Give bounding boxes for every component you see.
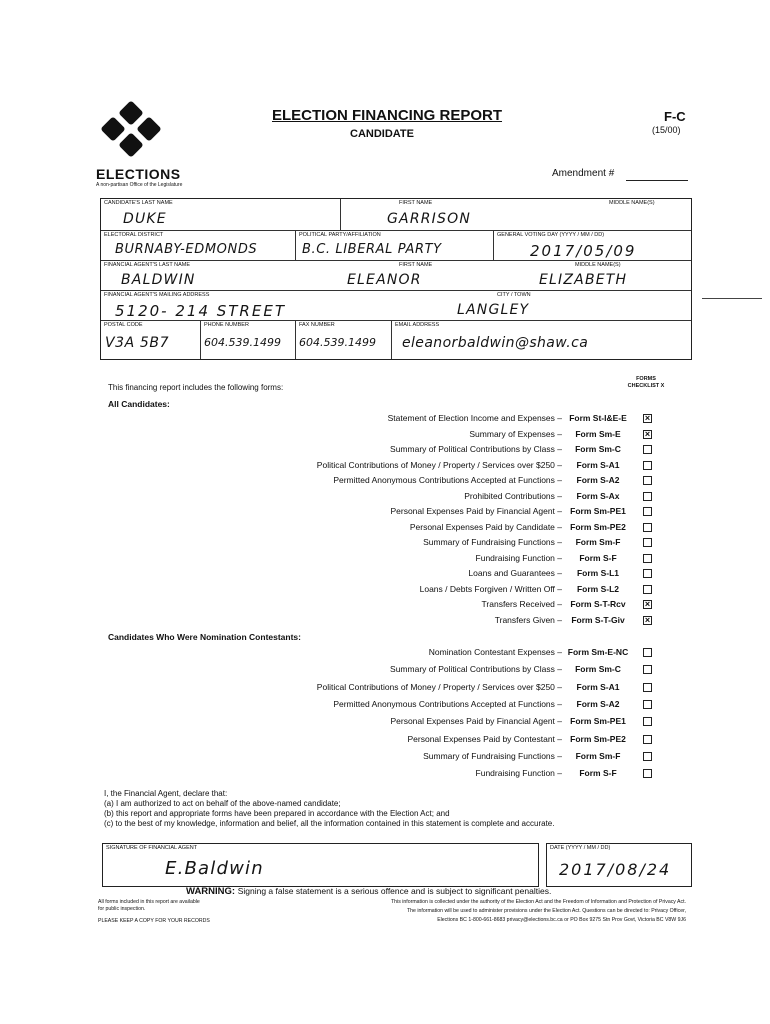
- form-code: Form Sm-C: [575, 444, 621, 454]
- form-code: Form S-A1: [576, 459, 620, 470]
- form-description: Fundraising Function –: [475, 552, 562, 563]
- form-description: Personal Expenses Paid by Candidate –: [409, 521, 562, 532]
- form-checkbox[interactable]: [643, 538, 652, 547]
- forms-checklist-header: FORMS CHECKLIST X: [627, 376, 665, 389]
- form-row: [0, 682, 770, 694]
- form-description: Transfers Received –: [481, 599, 562, 609]
- form-checkbox[interactable]: [643, 665, 652, 674]
- field-label: POSTAL CODE: [104, 322, 143, 328]
- field-value: GARRISON: [387, 211, 471, 227]
- party-field[interactable]: [296, 231, 494, 261]
- field-value: 604.539.1499: [299, 336, 376, 349]
- form-code: Form Sm-C: [575, 664, 621, 675]
- form-description: Permitted Anonymous Contributions Accepted at Functions –: [333, 698, 562, 709]
- form-description: Personal Expenses Paid by Financial Agent –: [390, 716, 562, 727]
- field-label: FIRST NAME: [399, 200, 433, 206]
- field-label: FINANCIAL AGENT'S MAILING ADDRESS: [104, 292, 210, 298]
- agent-first-name-value[interactable]: ELEANOR: [347, 272, 422, 288]
- form-row: [0, 553, 770, 565]
- form-code: Form S-Ax: [576, 490, 620, 501]
- field-label: EMAIL ADDRESS: [395, 322, 440, 328]
- form-row: [0, 664, 770, 676]
- field-label: GENERAL VOTING DAY (YYYY / MM / DD): [497, 232, 605, 238]
- agent-last-name-value[interactable]: BALDWIN: [121, 272, 196, 288]
- field-value: DUKE: [123, 211, 167, 227]
- fax-field[interactable]: [296, 321, 392, 359]
- form-code: Form Sm-PE2: [570, 733, 626, 744]
- form-description: Political Contributions of Money / Property / Services over $250 –: [316, 459, 562, 470]
- electoral-district-field[interactable]: [101, 231, 296, 261]
- form-code: Form S-L1: [576, 568, 620, 578]
- form-row: [0, 584, 770, 596]
- form-checkbox[interactable]: [643, 476, 652, 485]
- form-description: Personal Expenses Paid by Contestant –: [407, 733, 562, 744]
- form-row: [0, 734, 770, 746]
- form-row: [0, 522, 770, 534]
- form-checkbox[interactable]: ×: [644, 599, 651, 609]
- form-checkbox[interactable]: [643, 445, 652, 454]
- form-row: [0, 444, 770, 456]
- footer-right-2: The information will be used to administer provisions under the Election Act. Questions can be directed to: Privacy Officer,: [406, 908, 686, 914]
- postal-code-field[interactable]: [101, 321, 201, 359]
- form-code: Form Sm-PE1: [570, 716, 626, 727]
- form-row: [0, 568, 770, 580]
- form-code: Form S-T-Rcv: [570, 599, 626, 609]
- field-label: CITY / TOWN: [497, 292, 531, 298]
- date-field[interactable]: [546, 843, 692, 887]
- form-row: [0, 716, 770, 728]
- form-row: [0, 699, 770, 711]
- field-label: MIDDLE NAME(S): [609, 200, 655, 206]
- form-row: [0, 460, 770, 472]
- field-value: 604.539.1499: [204, 336, 281, 349]
- candidate-last-name-field[interactable]: [101, 199, 341, 231]
- form-checkbox[interactable]: ×: [644, 413, 651, 423]
- form-checkbox[interactable]: [643, 700, 652, 709]
- field-value: eleanorbaldwin@shaw.ca: [402, 335, 589, 351]
- form-code: Form St-I&E-E: [569, 413, 627, 423]
- candidate-info-box: [100, 198, 692, 360]
- warning-label: WARNING:: [186, 886, 236, 897]
- form-code: Form S-F: [579, 768, 617, 779]
- form-code: Form S-A2: [576, 475, 620, 485]
- date-label: DATE (YYYY / MM / DD): [550, 845, 611, 851]
- phone-field[interactable]: [201, 321, 296, 359]
- form-description: Loans / Debts Forgiven / Written Off –: [419, 583, 562, 594]
- form-row: [0, 599, 770, 611]
- form-description: Transfers Given –: [494, 614, 562, 625]
- form-description: Statement of Election Income and Expenses –: [387, 413, 562, 423]
- signature-label: SIGNATURE OF FINANCIAL AGENT: [106, 845, 198, 851]
- form-checkbox[interactable]: [643, 492, 652, 501]
- form-row: [0, 413, 770, 425]
- form-checkbox[interactable]: [643, 769, 652, 778]
- declaration-line: (a) I am authorized to act on behalf of the above-named candidate;: [104, 799, 341, 808]
- field-label: FINANCIAL AGENT'S LAST NAME: [104, 262, 191, 268]
- agent-address-row: [101, 291, 691, 321]
- form-checkbox[interactable]: [643, 717, 652, 726]
- form-description: Personal Expenses Paid by Financial Agent –: [390, 506, 562, 516]
- form-row: [0, 475, 770, 487]
- form-row: [0, 615, 770, 627]
- logo-diamond-icon: [136, 116, 161, 141]
- city-value[interactable]: LANGLEY: [457, 302, 530, 318]
- form-description: Summary of Fundraising Functions –: [423, 537, 562, 547]
- field-value: BURNABY-EDMONDS: [115, 242, 258, 257]
- footer-left-3: PLEASE KEEP A COPY FOR YOUR RECORDS: [98, 918, 210, 924]
- form-checkbox[interactable]: [643, 585, 652, 594]
- field-value: V3A 5B7: [105, 335, 170, 351]
- agent-middle-names-value[interactable]: ELIZABETH: [539, 272, 628, 288]
- email-field[interactable]: [392, 321, 691, 359]
- footer-left-2: for public inspection.: [98, 906, 146, 912]
- form-description: Loans and Guarantees –: [468, 568, 562, 578]
- form-row: [0, 491, 770, 503]
- form-checkbox[interactable]: [643, 569, 652, 578]
- org-subtitle: A non-partisan Office of the Legislature: [96, 182, 183, 188]
- form-description: Summary of Fundraising Functions –: [423, 750, 562, 761]
- logo-diamond-icon: [100, 116, 125, 141]
- form-description: Prohibited Contributions –: [464, 490, 562, 501]
- all-candidates-heading: All Candidates:: [108, 399, 170, 409]
- form-description: Summary of Expenses –: [469, 428, 562, 439]
- form-checkbox[interactable]: [643, 683, 652, 692]
- form-checkbox[interactable]: [643, 523, 652, 532]
- form-checkbox[interactable]: [643, 507, 652, 516]
- declaration-line: I, the Financial Agent, declare that:: [104, 789, 228, 798]
- form-code: Form Sm-PE1: [570, 506, 626, 516]
- amendment-field[interactable]: [626, 180, 688, 181]
- form-checkbox[interactable]: ×: [644, 614, 651, 625]
- form-checkbox[interactable]: [643, 648, 652, 657]
- middle-names-field[interactable]: [551, 199, 691, 231]
- elections-logo: [92, 100, 172, 170]
- footer-left-1: All forms included in this report are available: [98, 899, 200, 905]
- nomination-heading: Candidates Who Were Nomination Contestants:: [108, 632, 301, 642]
- form-description: Fundraising Function –: [475, 768, 562, 779]
- form-checkbox[interactable]: [643, 461, 652, 470]
- form-code: Form Sm-E-NC: [567, 647, 629, 657]
- field-label: POLITICAL PARTY/AFFILIATION: [299, 232, 381, 238]
- signature-value: E.Baldwin: [165, 858, 264, 879]
- org-name: ELECTIONS: [96, 166, 181, 182]
- form-code: Form Sm-E: [575, 428, 621, 439]
- form-code: Form Sm-F: [575, 537, 621, 547]
- first-name-field[interactable]: [341, 199, 551, 231]
- form-row: [0, 768, 770, 780]
- field-label: PHONE NUMBER: [204, 322, 249, 328]
- form-code: Form S-A2: [576, 698, 620, 709]
- warning-text: Signing a false statement is a serious offence and is subject to significant penalties.: [237, 886, 552, 896]
- field-label: MIDDLE NAME(S): [575, 262, 621, 268]
- logo-diamond-icon: [118, 132, 143, 157]
- voting-day-field[interactable]: [494, 231, 691, 261]
- field-label: FIRST NAME: [399, 262, 433, 268]
- margin-line: [702, 298, 762, 299]
- form-row: [0, 751, 770, 763]
- form-checkbox[interactable]: ×: [644, 428, 651, 439]
- field-label: FAX NUMBER: [299, 322, 335, 328]
- form-code: Form S-L2: [576, 583, 620, 594]
- field-value: B.C. LIBERAL PARTY: [302, 242, 442, 257]
- form-row: [0, 537, 770, 549]
- amendment-label: Amendment #: [552, 168, 615, 179]
- date-value: 2017/08/24: [559, 860, 672, 879]
- logo-diamond-icon: [118, 100, 143, 125]
- form-row: [0, 506, 770, 518]
- signature-field[interactable]: [102, 843, 539, 887]
- form-code: Form Sm-F: [575, 750, 621, 761]
- form-row: [0, 647, 770, 659]
- form-description: Political Contributions of Money / Property / Services over $250 –: [316, 681, 562, 692]
- mailing-address-value[interactable]: 5120- 214 STREET: [115, 302, 286, 320]
- field-value: 2017/05/09: [530, 242, 637, 260]
- report-title: ELECTION FINANCING REPORT: [272, 107, 503, 124]
- declaration-line: (c) to the best of my knowledge, information and belief, all the information contained in this statement is complete and accurate.: [104, 819, 555, 828]
- form-version: (15/00): [652, 125, 681, 135]
- form-code: Form S-T-Giv: [571, 614, 625, 625]
- form-description: Nomination Contestant Expenses –: [428, 647, 562, 657]
- form-description: Permitted Anonymous Contributions Accepted at Functions –: [333, 475, 562, 485]
- form-checkbox[interactable]: [643, 554, 652, 563]
- field-label: ELECTORAL DISTRICT: [104, 232, 164, 238]
- form-checkbox[interactable]: [643, 735, 652, 744]
- declaration-line: (b) this report and appropriate forms have been prepared in accordance with the Election Act; and: [104, 809, 450, 818]
- form-description: Summary of Political Contributions by Class –: [390, 664, 562, 675]
- footer-right-1: This information is collected under the authority of the Election Act and the Freedom of Information and Protection of Privacy Act.: [391, 899, 686, 905]
- field-label: CANDIDATE'S LAST NAME: [104, 200, 173, 206]
- report-subtitle: CANDIDATE: [350, 128, 414, 140]
- form-checkbox[interactable]: [643, 752, 652, 761]
- form-code: Form S-A1: [576, 681, 620, 692]
- form-description: Summary of Political Contributions by Class –: [390, 444, 562, 454]
- form-code: Form Sm-PE2: [570, 521, 626, 532]
- form-row: [0, 429, 770, 441]
- form-code: Form S-F: [579, 552, 617, 563]
- forms-intro: This financing report includes the following forms:: [108, 383, 284, 392]
- agent-name-row: [101, 261, 691, 291]
- footer-right-3: Elections BC 1-800-661-8683 privacy@elections.bc.ca or PO Box 9275 Stn Prov Govt, Victoria BC V8W 9J6: [437, 917, 686, 923]
- warning: [186, 886, 551, 897]
- declaration: [104, 789, 554, 829]
- form-code: F-C: [664, 109, 686, 124]
